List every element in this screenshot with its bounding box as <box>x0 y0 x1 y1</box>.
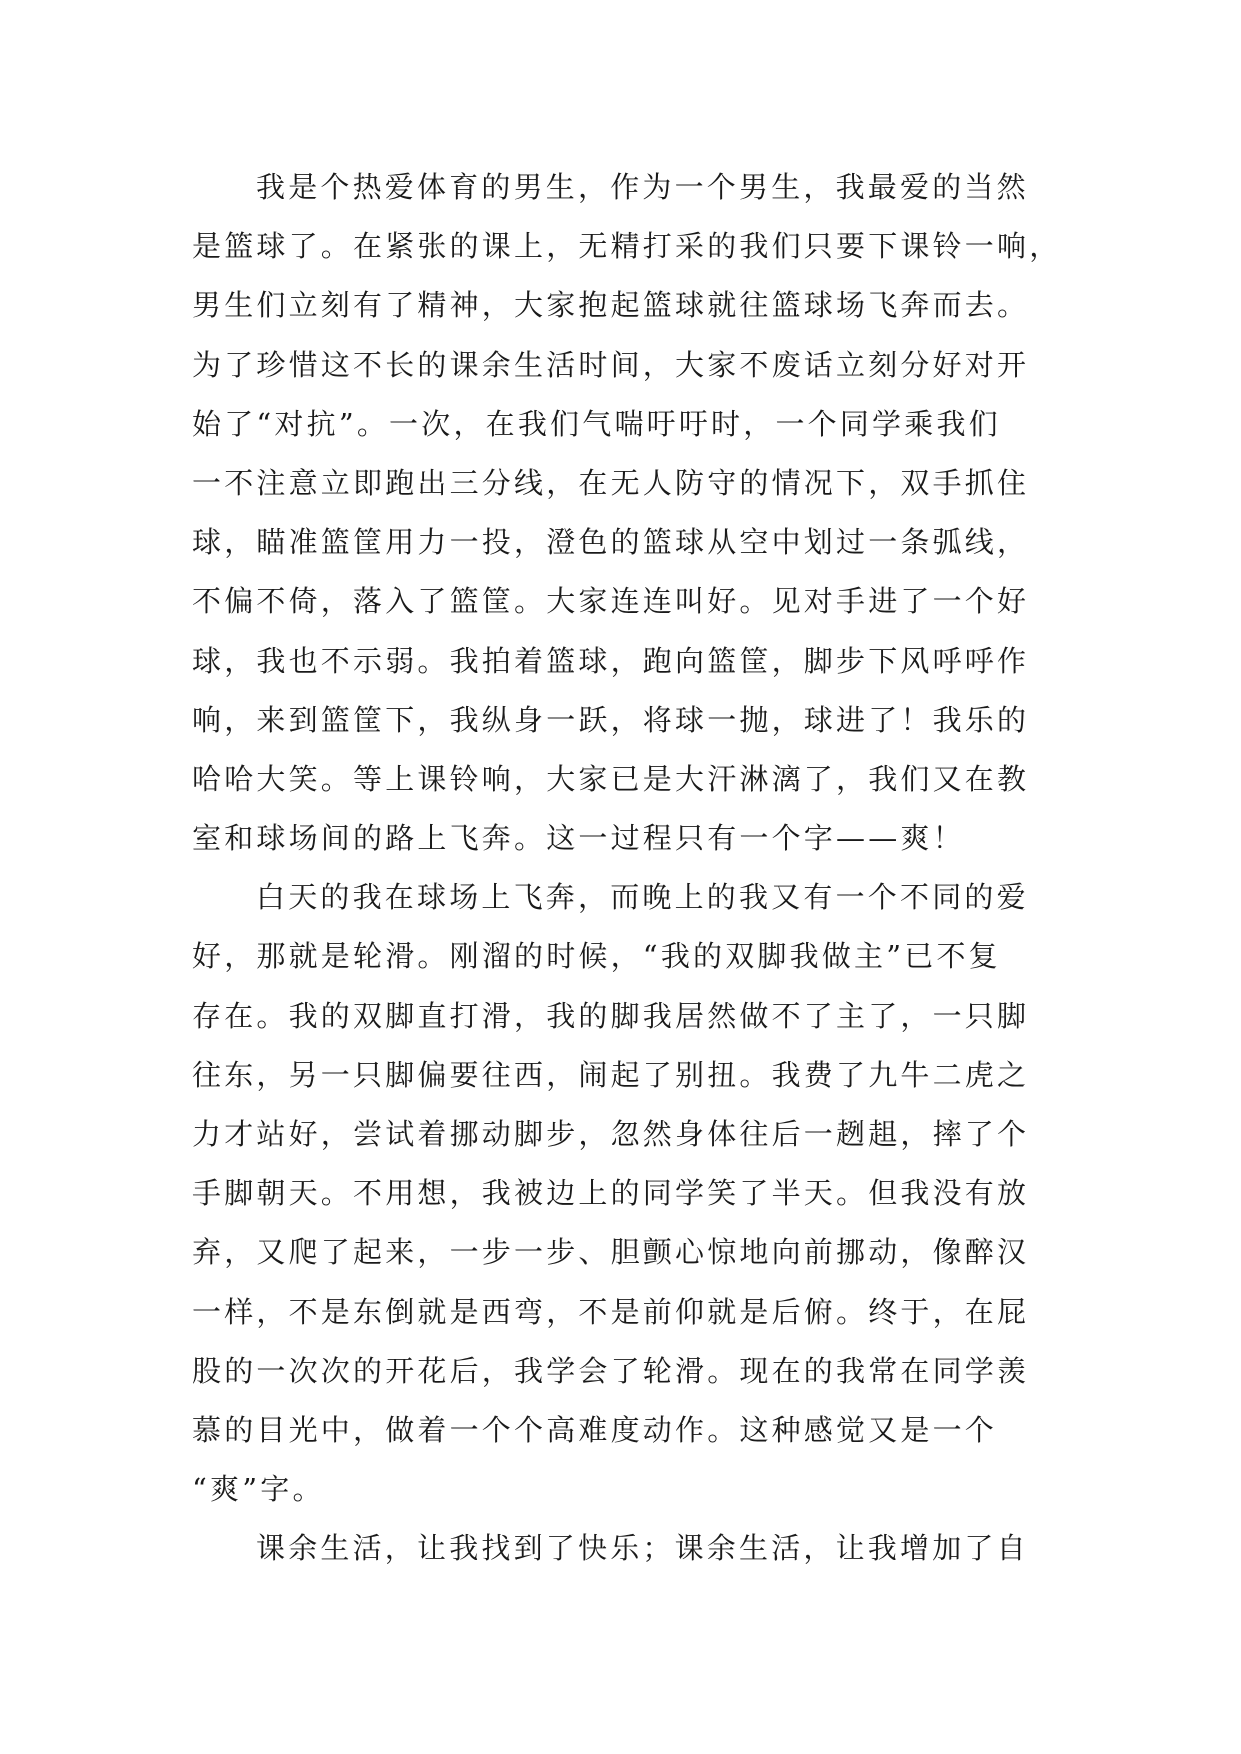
text-line: 我是个热爱体育的男生，作为一个男生，我最爱的当然 <box>256 170 1029 204</box>
text-line: 手脚朝天。不用想，我被边上的同学笑了半天。但我没有放 <box>192 1176 1030 1211</box>
text-line: 慕的目光中，做着一个个高难度动作。这种感觉又是一个 <box>192 1412 998 1447</box>
text-line: 力才站好，尝试着挪动脚步，忽然身体往后一趔趄，摔了个 <box>192 1117 1030 1151</box>
text-line: 存在。我的双脚直打滑，我的脚我居然做不了主了，一只脚 <box>192 998 1030 1033</box>
text-line: 白天的我在球场上飞奔，而晚上的我又有一个不同的爱 <box>256 880 1029 915</box>
paragraph-rollerskating <box>192 868 1052 1519</box>
paragraph-conclusion <box>192 1519 1052 1578</box>
text-line: 男生们立刻有了精神，大家抱起篮球就往篮球场飞奔而去。 <box>192 288 1030 323</box>
text-line: 始了“对抗”。一次，在我们气喘吁吁时，一个同学乘我们 <box>192 406 1001 441</box>
paragraph-basketball <box>192 158 1062 868</box>
text-line: 不偏不倚，落入了篮筐。大家连连叫好。见对手进了一个好 <box>192 584 1030 619</box>
essay-body <box>192 158 1062 1579</box>
text-line: 球，瞄准篮筐用力一投，澄色的篮球从空中划过一条弧线， <box>192 525 1030 560</box>
text-line: 为了珍惜这不长的课余生活时间，大家不废话立刻分好对开 <box>192 347 1030 382</box>
text-line: 哈哈大笑。等上课铃响，大家已是大汗淋漓了，我们又在教 <box>192 761 1030 796</box>
text-line: 课余生活，让我找到了快乐；课余生活，让我增加了自 <box>256 1531 1029 1566</box>
text-line: 室和球场间的路上飞奔。这一过程只有一个字——爽！ <box>192 821 965 856</box>
text-line: 好，那就是轮滑。刚溜的时候，“我的双脚我做主”已不复 <box>192 939 1001 974</box>
text-line: 一不注意立即跑出三分线，在无人防守的情况下，双手抓住 <box>192 465 1030 500</box>
text-line: 往东，另一只脚偏要往西，闹起了别扭。我费了九牛二虎之 <box>192 1057 1030 1092</box>
text-line: 是篮球了。在紧张的课上，无精打采的我们只要下课铃一响， <box>192 229 1062 264</box>
text-line: “爽”字。 <box>192 1472 325 1507</box>
text-line: 弃，又爬了起来，一步一步、胆颤心惊地向前挪动，像醉汉 <box>192 1235 1030 1270</box>
text-line: 股的一次次的开花后，我学会了轮滑。现在的我常在同学羡 <box>192 1353 1030 1388</box>
text-line: 球，我也不示弱。我拍着篮球，跑向篮筐，脚步下风呼呼作 <box>192 643 1030 678</box>
text-line: 一样，不是东倒就是西弯，不是前仰就是后俯。终于，在屁 <box>192 1294 1030 1329</box>
text-line: 响，来到篮筐下，我纵身一跃，将球一抛，球进了！我乐的 <box>192 702 1030 737</box>
